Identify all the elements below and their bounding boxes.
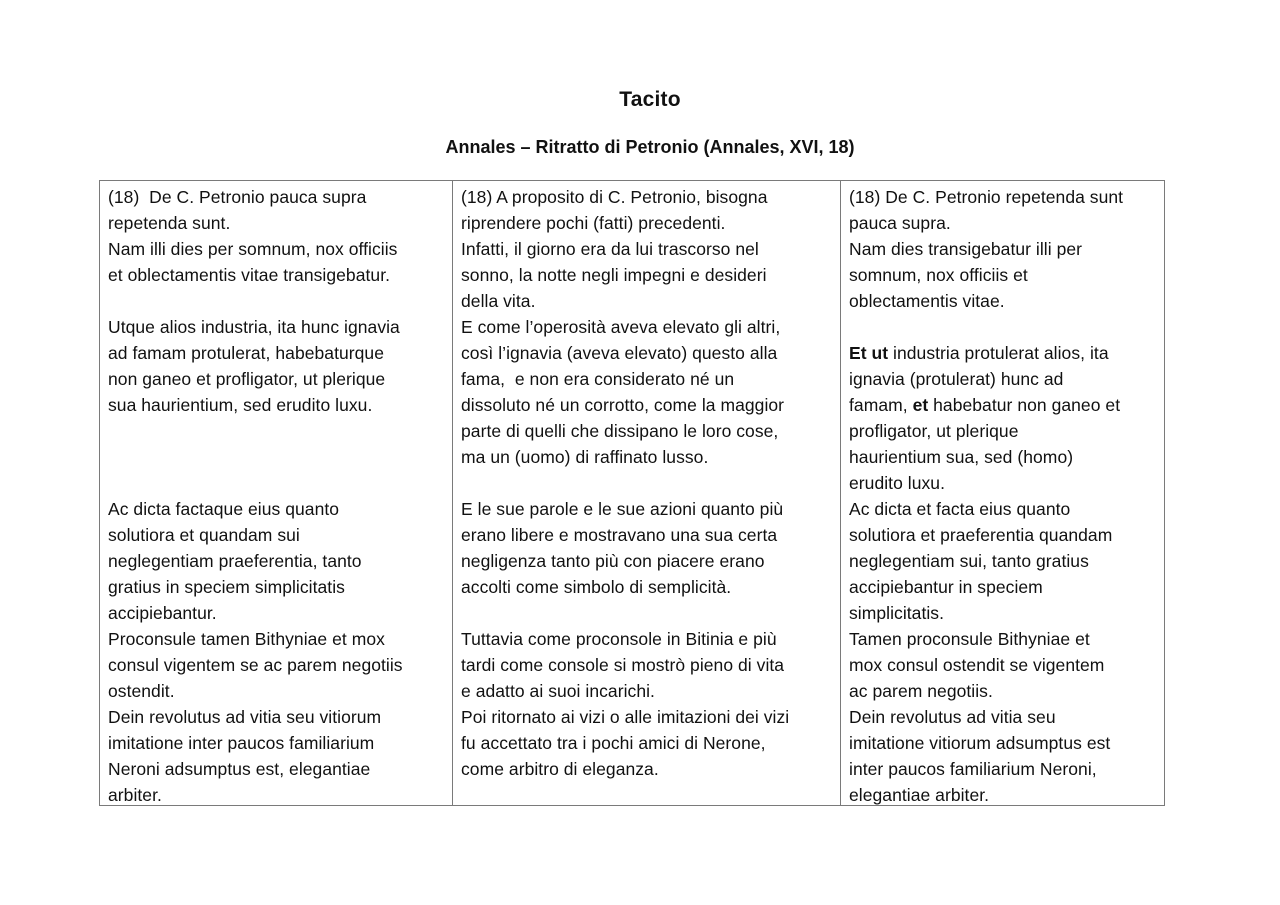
construction-line: accipiebantur in speciem xyxy=(849,577,1043,597)
italian-line: accolti come simbolo di semplicità. xyxy=(461,577,732,597)
construction-line: imitatione vitiorum adsumptus est xyxy=(849,733,1111,753)
latin-line: Proconsule tamen Bithyniae et mox xyxy=(108,629,385,649)
construction-line: elegantiae arbiter. xyxy=(849,785,990,805)
italian-line: E le sue parole e le sue azioni quanto più xyxy=(461,499,784,519)
construction-line: Nam dies transigebatur illi per xyxy=(849,239,1083,259)
italian-line: (18) A proposito di C. Petronio, bisogna xyxy=(461,187,768,207)
latin-text-column xyxy=(100,181,453,805)
text-segment: Et ut xyxy=(849,343,889,363)
document-title: Tacito xyxy=(619,88,681,111)
construction-line: neglegentiam sui, tanto gratius xyxy=(849,551,1089,571)
construction-line: profligator, ut plerique xyxy=(849,421,1019,441)
construction-line: ignavia (protulerat) hunc ad xyxy=(849,369,1064,389)
italian-line: così l’ignavia (aveva elevato) questo alla xyxy=(461,343,778,363)
italian-line: Infatti, il giorno era da lui trascorso nel xyxy=(461,239,759,259)
latin-line xyxy=(108,444,444,470)
latin-line: arbiter. xyxy=(108,785,162,805)
latin-line: repetenda sunt. xyxy=(108,213,231,233)
italian-line: parte di quelli che dissipano le loro cose, xyxy=(461,421,779,441)
italian-line: riprendere pochi (fatti) precedenti. xyxy=(461,213,726,233)
construction-line xyxy=(849,314,1158,340)
latin-line: consul vigentem se ac parem negotiis xyxy=(108,655,403,675)
latin-line: Neroni adsumptus est, elegantiae xyxy=(108,759,371,779)
italian-line xyxy=(461,600,832,626)
latin-line: solutiora et quandam sui xyxy=(108,525,300,545)
text-segment: famam, xyxy=(849,395,913,415)
latin-line xyxy=(108,288,444,314)
italian-line: della vita. xyxy=(461,291,536,311)
construction-line xyxy=(849,392,1158,418)
italian-translation-column xyxy=(453,181,841,805)
construction-line: mox consul ostendit se vigentem xyxy=(849,655,1105,675)
construction-line: (18) De C. Petronio repetenda sunt xyxy=(849,187,1124,207)
construction-line: oblectamentis vitae. xyxy=(849,291,1005,311)
construction-column xyxy=(841,181,1166,805)
italian-line: ma un (uomo) di raffinato lusso. xyxy=(461,447,709,467)
latin-line: imitatione inter paucos familiarium xyxy=(108,733,375,753)
latin-line: sua haurientium, sed erudito luxu. xyxy=(108,395,373,415)
latin-line: non ganeo et profligator, ut plerique xyxy=(108,369,386,389)
construction-line: pauca supra. xyxy=(849,213,951,233)
construction-line xyxy=(849,340,1158,366)
construction-line: Tamen proconsule Bithyniae et xyxy=(849,629,1090,649)
italian-line: sonno, la notte negli impegni e desideri xyxy=(461,265,767,285)
latin-line: ad famam protulerat, habebaturque xyxy=(108,343,384,363)
construction-line: ac parem negotiis. xyxy=(849,681,993,701)
italian-line: negligenza tanto più con piacere erano xyxy=(461,551,765,571)
latin-line: Utque alios industria, ita hunc ignavia xyxy=(108,317,400,337)
construction-line: Dein revolutus ad vitia seu xyxy=(849,707,1056,727)
latin-line: ostendit. xyxy=(108,681,175,701)
italian-line: fu accettato tra i pochi amici di Nerone, xyxy=(461,733,766,753)
document-subtitle: Annales – Ritratto di Petronio (Annales, XVI, 18) xyxy=(445,137,855,157)
construction-line: simplicitatis. xyxy=(849,603,945,623)
latin-line: et oblectamentis vitae transigebatur. xyxy=(108,265,391,285)
text-segment: et xyxy=(912,395,929,415)
latin-line: neglegentiam praeferentia, tanto xyxy=(108,551,362,571)
italian-line: Tuttavia come proconsole in Bitinia e più xyxy=(461,629,777,649)
construction-line: inter paucos familiarium Neroni, xyxy=(849,759,1097,779)
latin-line: accipiebantur. xyxy=(108,603,217,623)
italian-line: come arbitro di eleganza. xyxy=(461,759,659,779)
italian-line: dissoluto né un corrotto, come la maggior xyxy=(461,395,785,415)
italian-line xyxy=(461,470,832,496)
latin-line xyxy=(108,418,444,444)
italian-line: E come l’operosità aveva elevato gli altri, xyxy=(461,317,781,337)
latin-line: Dein revolutus ad vitia seu vitiorum xyxy=(108,707,382,727)
italian-line: tardi come console si mostrò pieno di vita xyxy=(461,655,785,675)
latin-line xyxy=(108,470,444,496)
construction-line: somnum, nox officiis et xyxy=(849,265,1028,285)
italian-line: fama, e non era considerato né un xyxy=(461,369,735,389)
italian-line: e adatto ai suoi incarichi. xyxy=(461,681,655,701)
latin-line: Nam illi dies per somnum, nox officiis xyxy=(108,239,398,259)
latin-line: Ac dicta factaque eius quanto xyxy=(108,499,340,519)
construction-line: solutiora et praeferentia quandam xyxy=(849,525,1113,545)
latin-line: (18) De C. Petronio pauca supra xyxy=(108,187,367,207)
translation-table xyxy=(99,180,1165,806)
italian-line: Poi ritornato ai vizi o alle imitazioni dei vizi xyxy=(461,707,790,727)
text-segment: industria protulerat alios, ita xyxy=(888,343,1109,363)
construction-line: haurientium sua, sed (homo) xyxy=(849,447,1074,467)
italian-line: erano libere e mostravano una sua certa xyxy=(461,525,778,545)
latin-line: gratius in speciem simplicitatis xyxy=(108,577,345,597)
text-segment: habebatur non ganeo et xyxy=(928,395,1121,415)
construction-line: Ac dicta et facta eius quanto xyxy=(849,499,1071,519)
construction-line: erudito luxu. xyxy=(849,473,945,493)
